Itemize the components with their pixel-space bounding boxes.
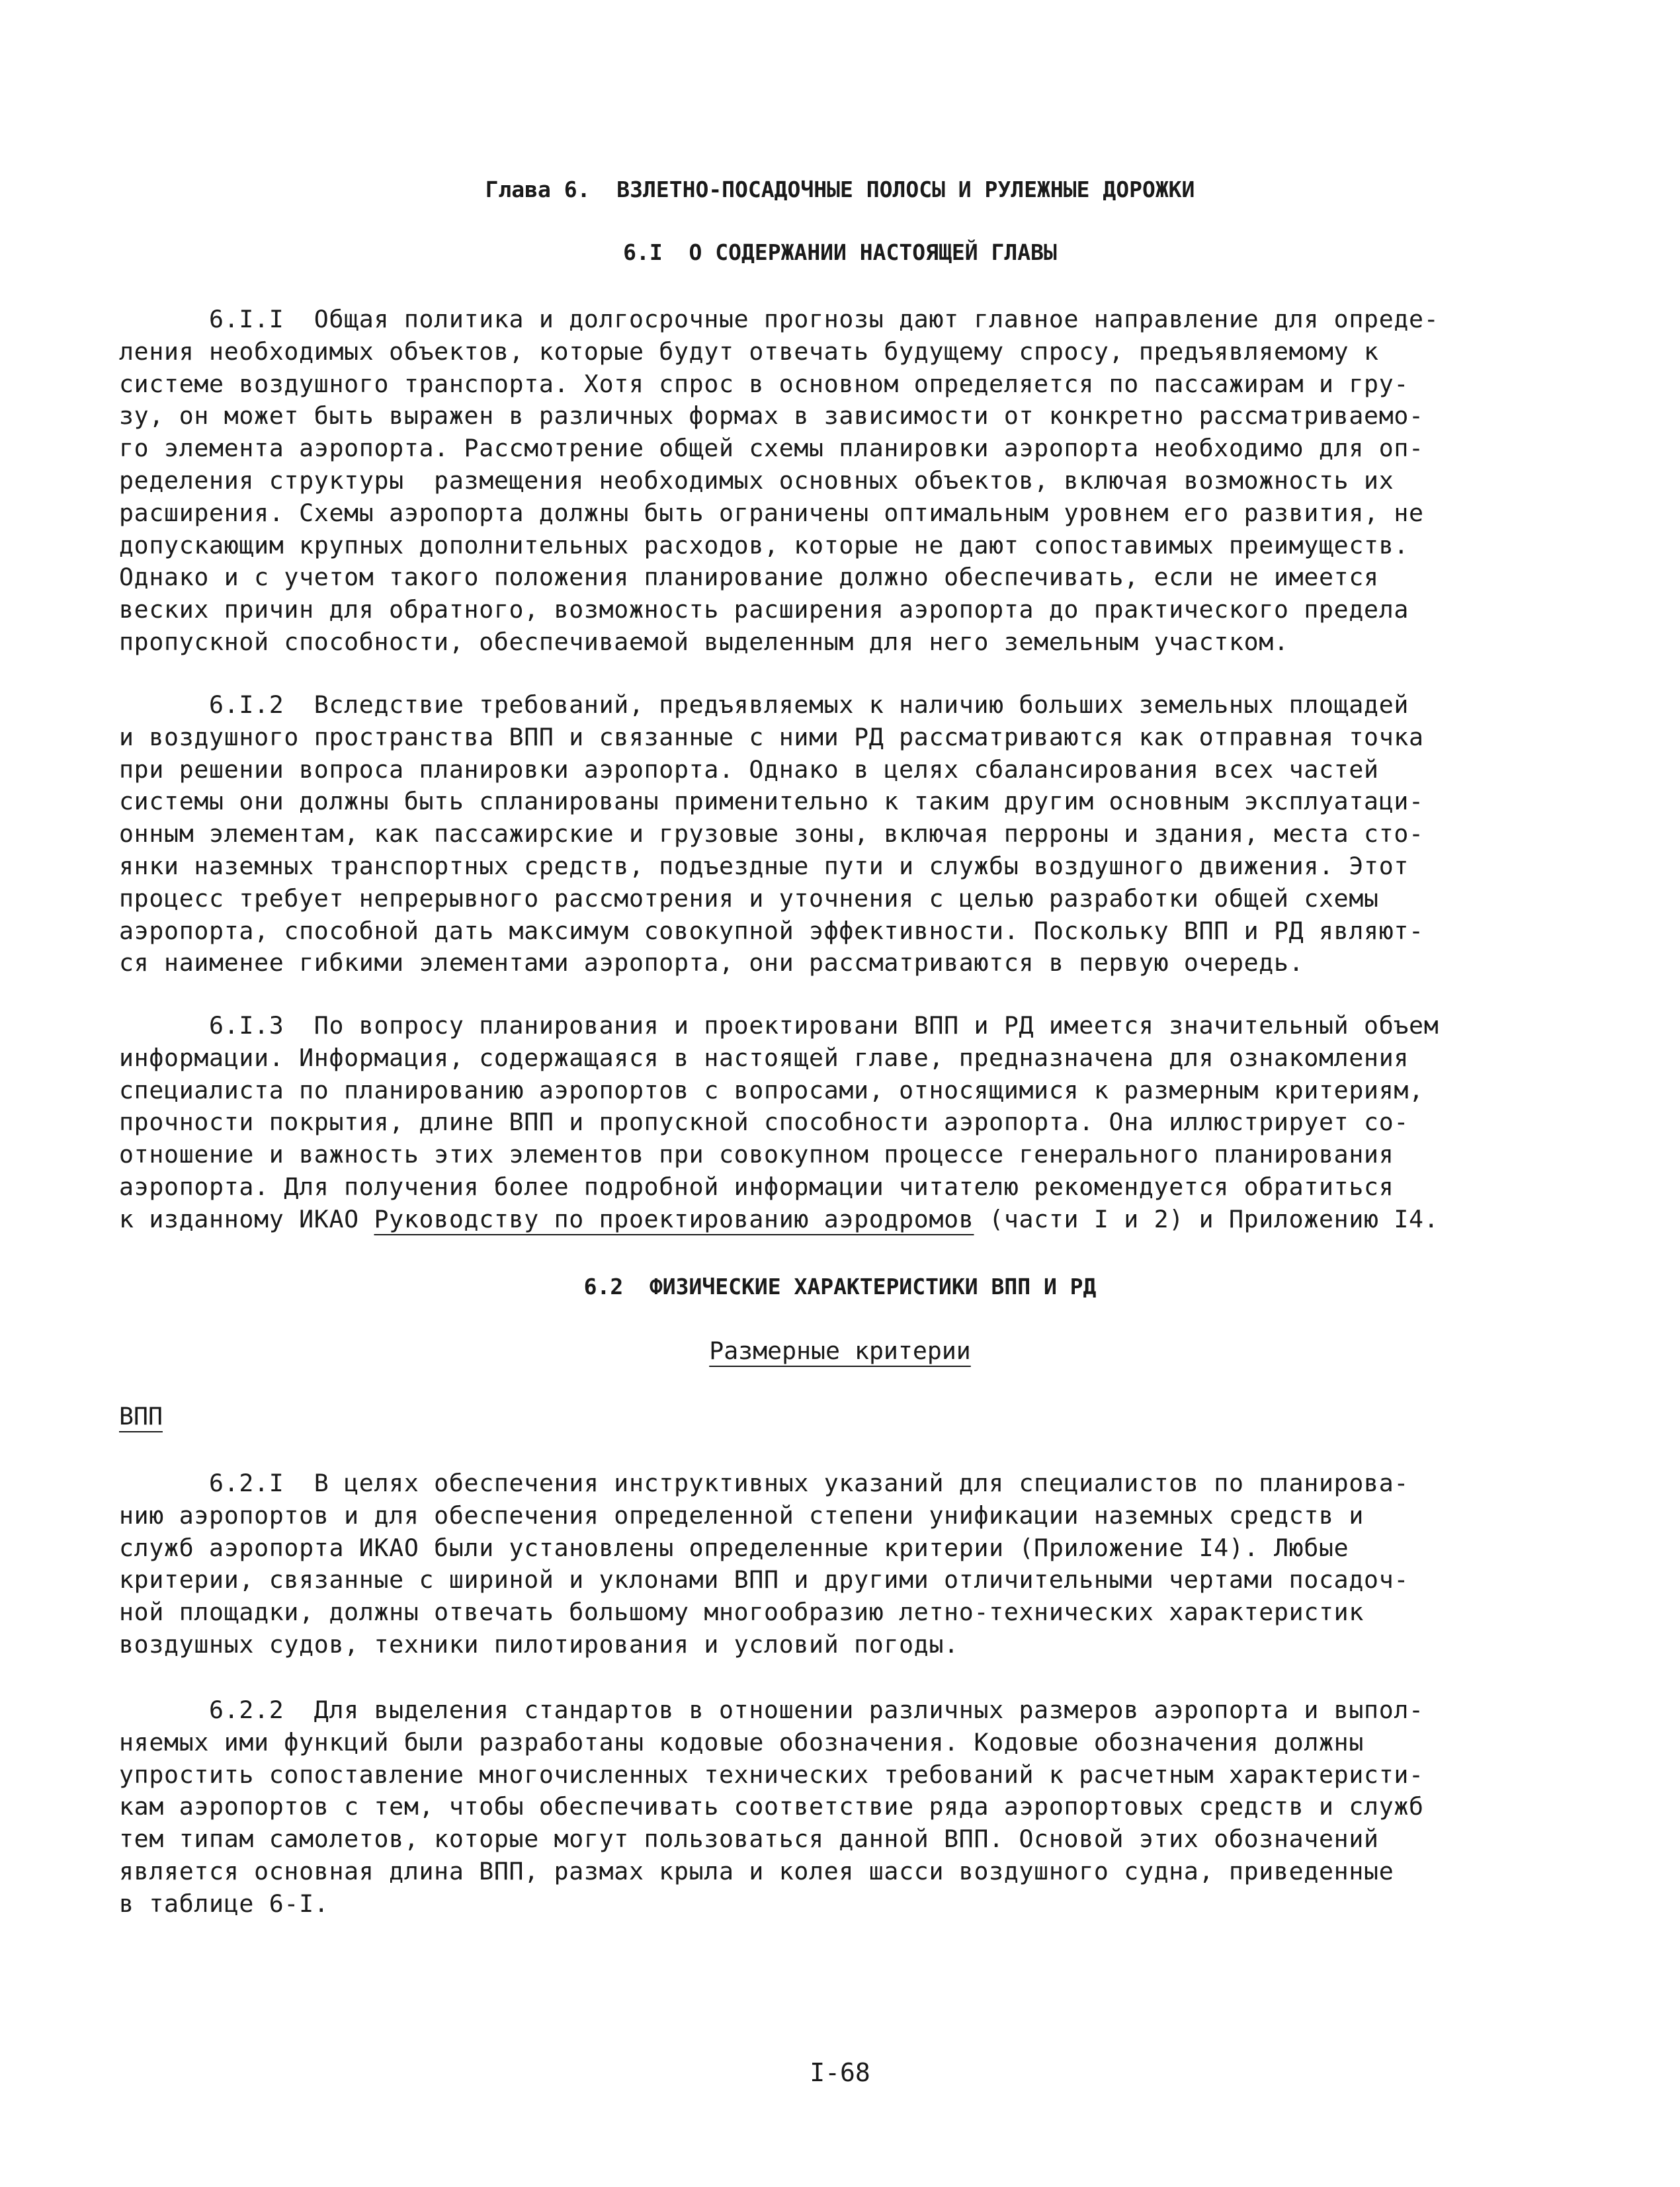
- text-line: при решении вопроса планировки аэропорта. Однако в целях сбалансирования всех частей: [119, 755, 1379, 784]
- text-line: нию аэропортов и для обеспечения определенной степени унификации наземных средств и: [119, 1501, 1365, 1530]
- page-number: I-68: [810, 2058, 870, 2087]
- text-line: и воздушного пространства ВПП и связанные с ними РД рассматриваются как отправная точка: [119, 722, 1424, 751]
- text-line-last: [119, 1204, 1554, 1236]
- paragraph-6-1-3: [119, 1010, 1554, 1236]
- text-line: воздушных судов, техники пилотирования и условий погоды.: [119, 1630, 959, 1659]
- text-line: 6.I.I Общая политика и долгосрочные прогнозы дают главное направление для опреде-: [119, 305, 1439, 333]
- text-before-link: к изданному ИКАО: [119, 1204, 374, 1233]
- manual-title-link[interactable]: Руководству по проектированию аэродромов: [374, 1204, 974, 1233]
- subheading-text: Размерные критерии: [709, 1337, 971, 1365]
- text-line: янки наземных транспортных средств, подъездные пути и службы воздушного движения. Этот: [119, 851, 1409, 880]
- text-after-link: (части I и 2) и Приложению I4.: [974, 1204, 1439, 1233]
- text-line: информации. Информация, содержащаяся в настоящей главе, предназначена для ознакомления: [119, 1043, 1409, 1072]
- text-line: веских причин для обратного, возможность расширения аэропорта до практического предела: [119, 595, 1409, 624]
- text-line: специалиста по планированию аэропортов с вопросами, относящимися к размерным критериям,: [119, 1075, 1424, 1104]
- text-line: прочности покрытия, длине ВПП и пропускной способности аэропорта. Она иллюстрирует со-: [119, 1108, 1409, 1137]
- text-line: ся наименее гибкими элементами аэропорта, они рассматриваются в первую очередь.: [119, 948, 1304, 977]
- text-line: расширения. Схемы аэропорта должны быть ограничены оптимальным уровнем его развития, не: [119, 498, 1424, 527]
- text-line: 6.2.2 Для выделения стандартов в отношении различных размеров аэропорта и выпол-: [119, 1696, 1424, 1724]
- text-line: ределения структуры размещения необходимых основных объектов, включая возможность их: [119, 466, 1394, 495]
- text-line: критерии, связанные с шириной и уклонами ВПП и другими отличительными чертами посадоч-: [119, 1565, 1409, 1594]
- text-line: аэропорта, способной дать максимум совокупной эффективности. Поскольку ВПП и РД являют-: [119, 916, 1424, 945]
- text-line: Однако и с учетом такого положения планирование должно обеспечивать, если не имеется: [119, 563, 1379, 592]
- text-line: допускающим крупных дополнительных расходов, которые не дают сопоставимых преимуществ.: [119, 530, 1409, 559]
- text-line: 6.2.I В целях обеспечения инструктивных указаний для специалистов по планирова-: [119, 1469, 1409, 1497]
- text-line: системы они должны быть спланированы применительно к таким другим основным эксплуатаци-: [119, 787, 1424, 816]
- text-line: онным элементам, как пассажирские и грузовые зоны, включая перроны и здания, места сто-: [119, 819, 1424, 848]
- text-line: кам аэропортов с тем, чтобы обеспечивать соответствие ряда аэропортовых средств и служб: [119, 1792, 1424, 1821]
- text-line: является основная длина ВПП, размах крыла и колея шасси воздушного судна, приведенные: [119, 1856, 1394, 1885]
- side-heading-runway: [119, 1401, 163, 1432]
- text-line: ной площадки, должны отвечать большому многообразию летно-технических характеристик: [119, 1598, 1365, 1627]
- text-line: няемых ими функций были разработаны кодовые обозначения. Кодовые обозначения должны: [119, 1727, 1365, 1756]
- text-line: аэропорта. Для получения более подробной информации читателю рекомендуется обратиться: [119, 1172, 1394, 1201]
- chapter-title: Глава 6. ВЗЛЕТНО-ПОСАДОЧНЫЕ ПОЛОСЫ И РУЛЕЖНЫЕ ДОРОЖКИ: [485, 177, 1195, 202]
- text-line: отношение и важность этих элементов при совокупном процессе генерального планирования: [119, 1140, 1394, 1169]
- text-line: в таблице 6-I.: [119, 1889, 329, 1918]
- paragraph-6-2-1: [119, 1467, 1554, 1661]
- text-line: 6.I.3 По вопросу планирования и проектировани ВПП и РД имеется значительный объем: [119, 1011, 1439, 1040]
- text-line: системе воздушного транспорта. Хотя спрос в основном определяется по пассажирам и гру-: [119, 369, 1409, 398]
- text-line: зу, он может быть выражен в различных формах в зависимости от конкретно рассматриваемо-: [119, 401, 1424, 431]
- text-line: тем типам самолетов, которые могут пользоваться данной ВПП. Основой этих обозначений: [119, 1825, 1379, 1854]
- text-line: пропускной способности, обеспечиваемой выделенным для него земельным участком.: [119, 627, 1289, 656]
- paragraph-6-1-2: [119, 689, 1554, 979]
- text-line: 6.I.2 Вследствие требований, предъявляемых к наличию больших земельных площадей: [119, 690, 1409, 719]
- subheading-dimensional-criteria: [0, 1335, 1680, 1367]
- text-line: служб аэропорта ИКАО были установлены определенные критерии (Приложение I4). Любые: [119, 1533, 1349, 1562]
- text-line: ления необходимых объектов, которые будут отвечать будущему спросу, предъявляемому к: [119, 337, 1379, 366]
- side-heading-text: ВПП: [119, 1402, 163, 1430]
- section-title-6-2: 6.2 ФИЗИЧЕСКИЕ ХАРАКТЕРИСТИКИ ВПП И РД: [583, 1274, 1097, 1300]
- paragraph-6-1-1: [119, 304, 1554, 659]
- paragraph-6-2-2: [119, 1694, 1554, 1920]
- text-line: упростить сопоставление многочисленных технических требований к расчетным характеристи-: [119, 1760, 1424, 1789]
- section-title-6-1: 6.I О СОДЕРЖАНИИ НАСТОЯЩЕЙ ГЛАВЫ: [623, 239, 1057, 265]
- text-line: процесс требует непрерывного рассмотрения и уточнения с целью разработки общей схемы: [119, 884, 1379, 913]
- text-line: го элемента аэропорта. Рассмотрение общей схемы планировки аэропорта необходимо для оп-: [119, 434, 1424, 463]
